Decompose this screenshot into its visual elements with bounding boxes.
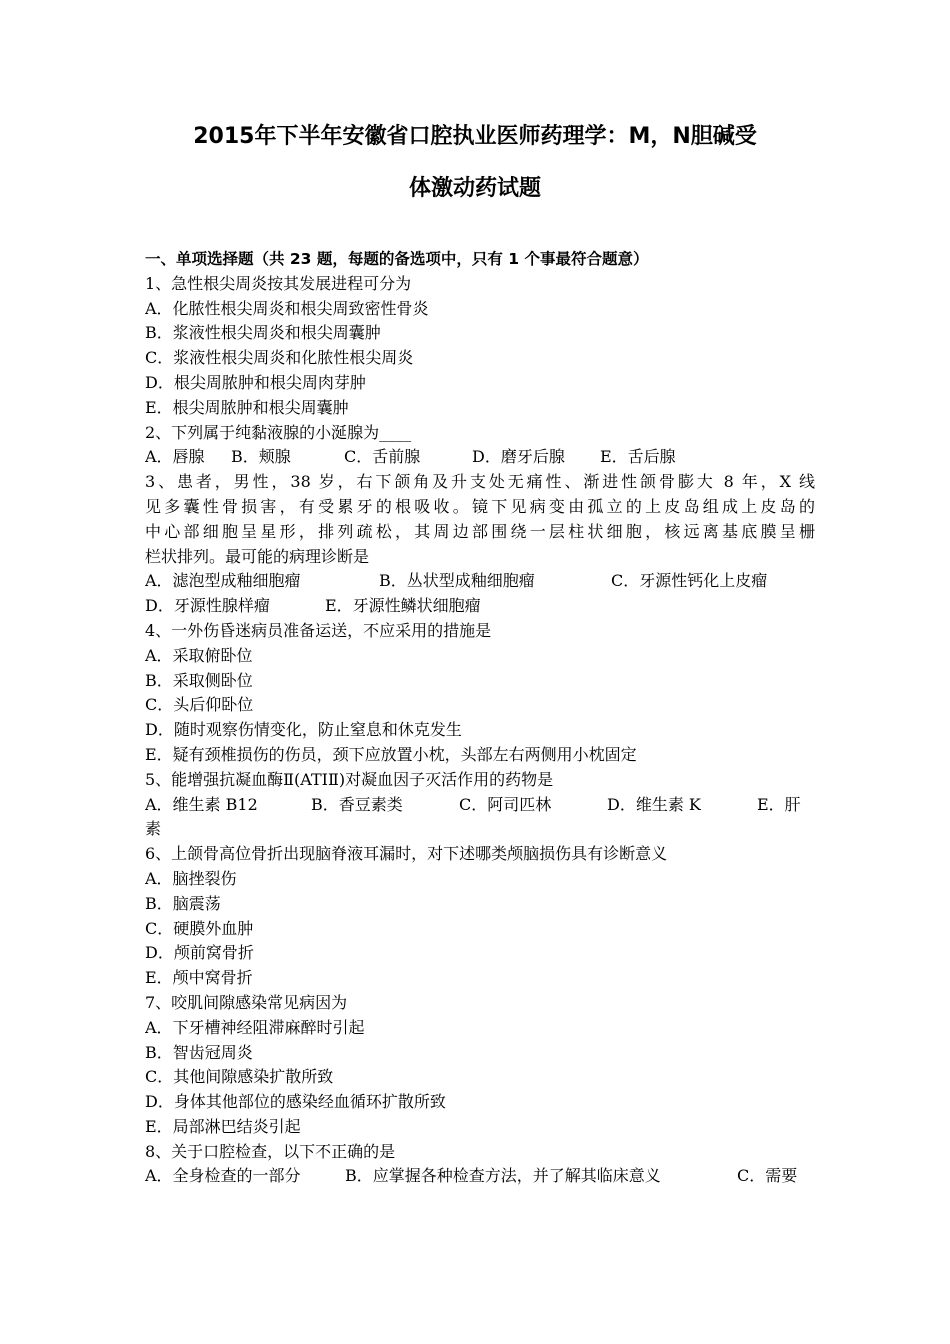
question-3-options-row-1: [145, 569, 815, 594]
question-6-option-a: A．脑挫裂伤: [145, 868, 237, 888]
question-2-stem: 2、下列属于纯黏液腺的小涎腺为____: [145, 422, 412, 442]
question-6-option-b: B．脑震荡: [145, 893, 221, 913]
question-8-option-b: B．应掌握各种检查方法，并了解其临床意义: [345, 1166, 661, 1186]
question-8-option-a: A．全身检查的一部分: [145, 1166, 301, 1186]
question-2-option-d: D．磨牙后腺: [472, 447, 565, 467]
question-8-options: [145, 1164, 815, 1189]
question-2-option-b: B．颊腺: [231, 447, 291, 467]
document-title-line-2: 体激动药试题: [408, 176, 541, 201]
question-3-stem-line-1: 3、患者，男性，38 岁，右下颌角及升支处无痛性、渐进性颌骨膨大 8 年，X 线: [145, 472, 815, 492]
question-3-options-row-2: [145, 594, 815, 619]
question-6-option-c: C．硬膜外血肿: [145, 918, 254, 938]
question-6-stem: 6、上颌骨高位骨折出现脑脊液耳漏时，对下述哪类颅脑损伤具有诊断意义: [145, 844, 668, 864]
question-6-option-e: E．颅中窝骨折: [145, 968, 253, 988]
question-3-stem-line-4: 栏状排列。最可能的病理诊断是: [145, 546, 370, 566]
question-3-option-b: B．丛状型成釉细胞瘤: [379, 571, 535, 591]
question-3-stem-line-3: 中心部细胞呈星形，排列疏松，其周边部围绕一层柱状细胞，核远离基底膜呈栅: [145, 521, 815, 541]
question-5-option-e-wrap: 素: [145, 819, 162, 839]
question-7-option-c: C．其他间隙感染扩散所致: [145, 1067, 334, 1087]
question-1-option-a: A．化脓性根尖周炎和根尖周致密性骨炎: [145, 298, 429, 318]
question-5-option-d: D．维生素 K: [607, 794, 701, 814]
question-5-options: [145, 793, 815, 818]
question-4-option-d: D．随时观察伤情变化，防止窒息和休克发生: [145, 720, 462, 740]
question-1-stem: 1、急性根尖周炎按其发展进程可分为: [145, 273, 412, 293]
question-7-stem: 7、咬肌间隙感染常见病因为: [145, 992, 348, 1012]
question-1-option-b: B．浆液性根尖周炎和根尖周囊肿: [145, 323, 381, 343]
question-3-option-d: D．牙源性腺样瘤: [145, 596, 270, 616]
question-4-option-b: B．采取侧卧位: [145, 670, 253, 690]
question-5-option-b: B．香豆素类: [311, 794, 403, 814]
question-7-option-a: A．下牙槽神经阻滞麻醉时引起: [145, 1017, 365, 1037]
document-body: [145, 247, 815, 1189]
question-7-option-e: E．局部淋巴结炎引起: [145, 1116, 301, 1136]
question-1-option-d: D．根尖周脓肿和根尖周肉芽肿: [145, 372, 366, 392]
question-5-option-c: C．阿司匹林: [459, 794, 552, 814]
question-2-option-a: A．唇腺: [145, 447, 205, 467]
section-header: 一、单项选择题（共 23 题，每题的备选项中，只有 1 个事最符合题意）: [145, 250, 649, 268]
question-6-option-d: D．颅前窝骨折: [145, 943, 254, 963]
question-7-option-b: B．智齿冠周炎: [145, 1042, 253, 1062]
question-7-option-d: D．身体其他部位的感染经血循环扩散所致: [145, 1092, 446, 1112]
question-1-option-e: E．根尖周脓肿和根尖周囊肿: [145, 397, 349, 417]
question-3-option-e: E．牙源性鳞状细胞瘤: [325, 596, 481, 616]
question-5-option-e: E．肝: [757, 794, 801, 814]
question-8-stem: 8、关于口腔检查，以下不正确的是: [145, 1141, 396, 1161]
question-4-option-a: A．采取俯卧位: [145, 645, 253, 665]
question-3-option-c: C．牙源性钙化上皮瘤: [611, 571, 768, 591]
question-5-option-a: A．维生素 B12: [145, 794, 258, 814]
question-8-option-c: C．需要: [737, 1166, 798, 1186]
document-title-line-1: 2015年下半年安徽省口腔执业医师药理学：M，N胆碱受: [193, 124, 757, 149]
question-2-option-e: E．舌后腺: [600, 447, 676, 467]
question-4-option-c: C．头后仰卧位: [145, 695, 254, 715]
question-3-stem-line-2: 见多囊性骨损害，有受累牙的根吸收。镜下见病变由孤立的上皮岛组成上皮岛的: [145, 496, 815, 516]
question-4-option-e: E．疑有颈椎损伤的伤员，颈下应放置小枕，头部左右两侧用小枕固定: [145, 744, 637, 764]
question-5-stem: 5、能增强抗凝血酶Ⅱ(ATIⅡ)对凝血因子灭活作用的药物是: [145, 769, 554, 789]
question-4-stem: 4、一外伤昏迷病员准备运送，不应采用的措施是: [145, 620, 492, 640]
question-2-option-c: C．舌前腺: [344, 447, 421, 467]
question-1-option-c: C．浆液性根尖周炎和化脓性根尖周炎: [145, 348, 414, 368]
question-3-option-a: A．滤泡型成釉细胞瘤: [145, 571, 301, 591]
question-2-options: [145, 445, 815, 470]
